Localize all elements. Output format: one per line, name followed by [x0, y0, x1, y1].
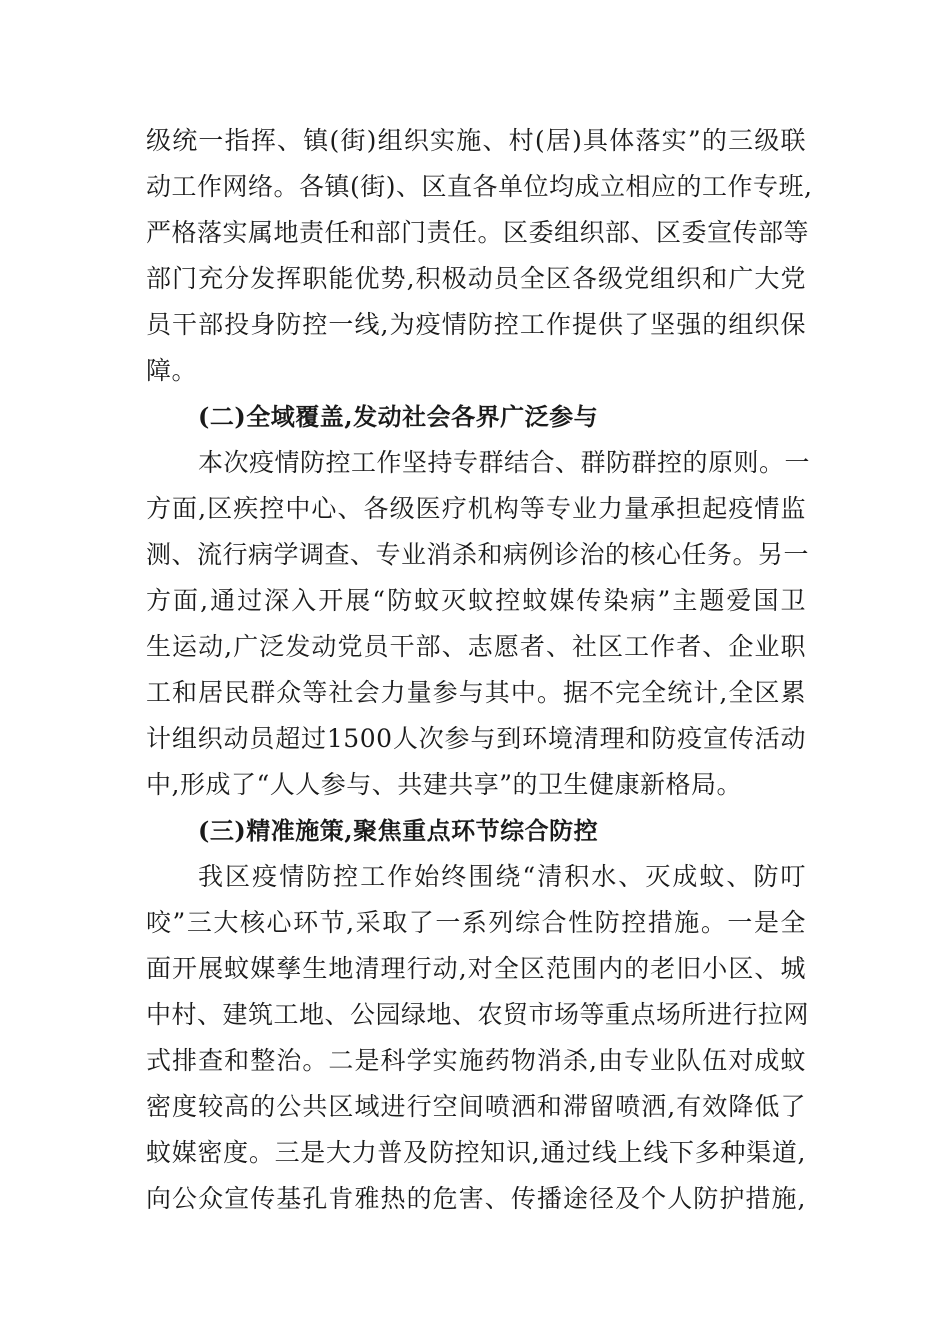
body-line: 中村、建筑工地、公园绿地、农贸市场等重点场所进行拉网 — [146, 1000, 810, 1029]
body-line: 向公众宣传基孔肯雅热的危害、传播途径及个人防护措施, — [146, 1184, 806, 1213]
body-line: 方面,区疾控中心、各级医疗机构等专业力量承担起疫情监 — [146, 494, 806, 523]
body-line: 我区疫情防控工作始终围绕“清积水、灭成蚊、防叮 — [198, 862, 806, 891]
body-line: 计组织动员超过1500人次参与到环境清理和防疫宣传活动 — [146, 724, 806, 753]
body-line: 式排查和整治。二是科学实施药物消杀,由专业队伍对成蚊 — [146, 1046, 806, 1075]
body-line: 动工作网络。各镇(街)、区直各单位均成立相应的工作专班, — [146, 172, 813, 201]
body-line: 员干部投身防控一线,为疫情防控工作提供了坚强的组织保 — [146, 310, 806, 339]
section-heading: (三)精准施策,聚焦重点环节综合防控 — [198, 816, 599, 845]
body-line: 本次疫情防控工作坚持专群结合、群防群控的原则。一 — [198, 448, 811, 477]
body-line: 中,形成了“人人参与、共建共享”的卫生健康新格局。 — [146, 770, 743, 799]
body-line: 生运动,广泛发动党员干部、志愿者、社区工作者、企业职 — [146, 632, 806, 661]
body-line: 严格落实属地责任和部门责任。区委组织部、区委宣传部等 — [146, 218, 810, 247]
body-line: 蚊媒密度。三是大力普及防控知识,通过线上线下多种渠道, — [146, 1138, 806, 1167]
body-line: 障。 — [146, 356, 198, 385]
body-line: 工和居民群众等社会力量参与其中。据不完全统计,全区累 — [146, 678, 806, 707]
body-line: 面开展蚊媒孳生地清理行动,对全区范围内的老旧小区、城 — [146, 954, 806, 983]
body-line: 密度较高的公共区域进行空间喷洒和滞留喷洒,有效降低了 — [146, 1092, 806, 1121]
body-line: 级统一指挥、镇(街)组织实施、村(居)具体落实”的三级联 — [146, 126, 806, 155]
document-page — [146, 118, 813, 1222]
body-line: 测、流行病学调查、专业消杀和病例诊治的核心任务。另一 — [146, 540, 810, 569]
section-heading: (二)全域覆盖,发动社会各界广泛参与 — [198, 402, 599, 431]
body-line: 方面,通过深入开展“防蚊灭蚊控蚊媒传染病”主题爱国卫 — [146, 586, 806, 615]
body-line: 咬”三大核心环节,采取了一系列综合性防控措施。一是全 — [146, 908, 806, 937]
body-line: 部门充分发挥职能优势,积极动员全区各级党组织和广大党 — [146, 264, 806, 293]
